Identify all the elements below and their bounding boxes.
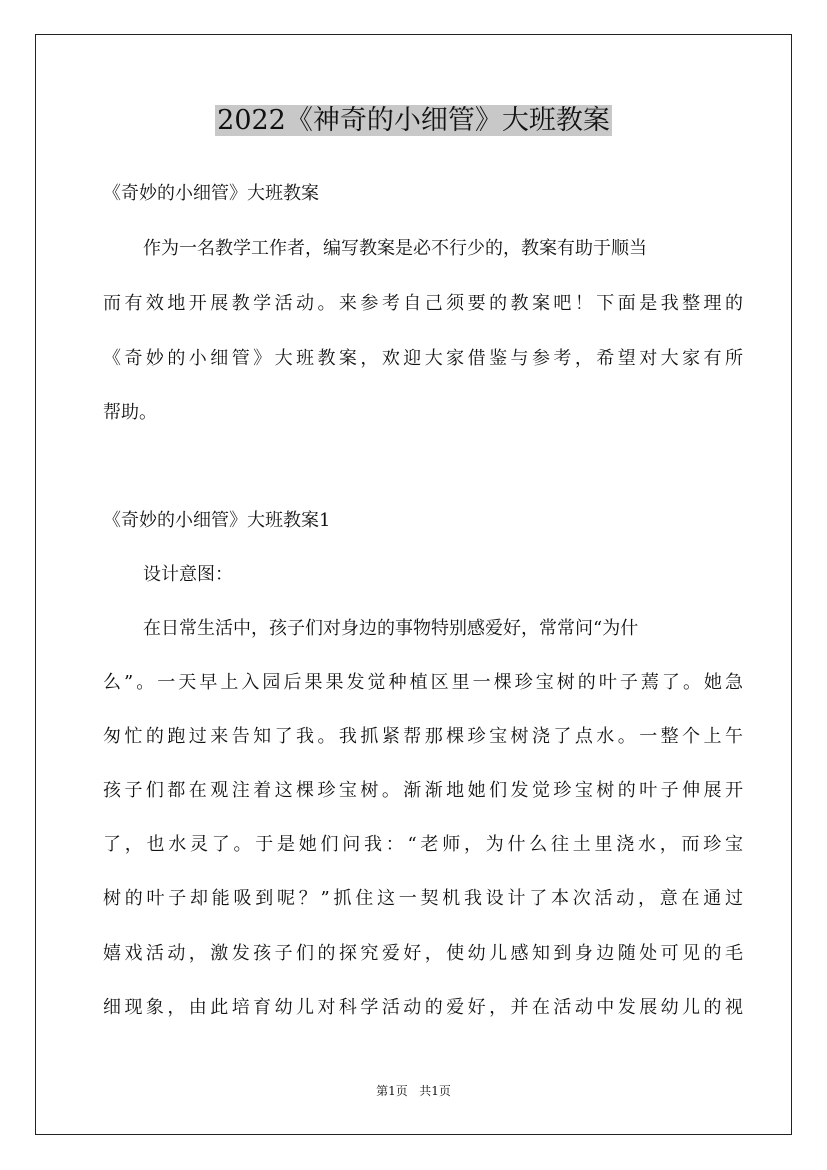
paragraph-line: 在日常生活中，孩子们对身边的事物特别感爱好，常常问“为什 [143,618,639,639]
paragraph-line: 嬉戏活动，激发孩子们的探究爱好，使幼儿感知到身边随处可见的毛 [103,943,743,964]
intro-line: 《奇妙的小细管》大班教案，欢迎大家借鉴与参考，希望对大家有所 [103,348,743,369]
design-heading: 设计意图： [143,564,233,585]
paragraph-line: 细现象，由此培育幼儿对科学活动的爱好，并在活动中发展幼儿的视 [103,997,743,1018]
paragraph-line: 孩子们都在观注着这棵珍宝树。渐渐地她们发觉珍宝树的叶子伸展开 [103,780,743,801]
page-number: 第1页 共1页 [376,1084,451,1098]
intro-line: 作为一名教学工作者，编写教案是必不行少的，教案有助于顺当 [143,238,647,259]
subtitle: 《奇妙的小细管》大班教案 [103,183,319,204]
intro-line: 而有效地开展教学活动。来参考自己须要的教案吧！下面是我整理的 [103,293,743,314]
section-heading: 《奇妙的小细管》大班教案1 [103,510,331,531]
paragraph-line: 么”。一天早上入园后果果发觉种植区里一棵珍宝树的叶子蔫了。她急 [103,672,743,693]
document-title [0,100,827,142]
paragraph-line: 匆忙的跑过来告知了我。我抓紧帮那棵珍宝树浇了点水。一整个上午 [103,726,743,747]
paragraph-line: 树的叶子却能吸到呢？”抓住这一契机我设计了本次活动，意在通过 [103,888,743,909]
document-title-text: 2022《神奇的小细管》大班教案 [217,105,610,136]
intro-line: 帮助。 [103,402,157,423]
paragraph-line: 了，也水灵了。于是她们问我：“老师，为什么往土里浇水，而珍宝 [103,834,743,855]
